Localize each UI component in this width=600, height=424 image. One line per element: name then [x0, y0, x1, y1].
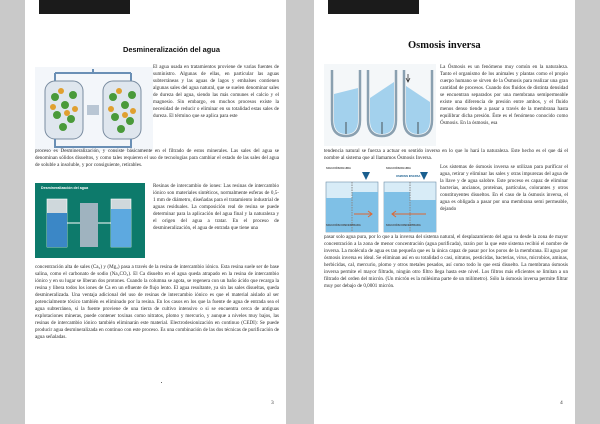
- diagram-label: SOLUCIÓN CONCENTRADA: [326, 224, 361, 227]
- right-page: [314, 0, 575, 424]
- paragraph-3: Los sistemas de ósmosis inversa se utilizan para purificar el agua, retirar y eliminar las sales y otras impurezas del agua de la llave y de agua salobre. Este proceso es capaz de eliminar bacterias, ancianos, proteínas, partículas, colorantes y otros constituyentes disueltos. En el caso de la ósmosis inversa, el agua es obligada a pasar por una membrana semi permeable, dejando: [440, 164, 568, 212]
- paragraph-1: El agua usada en tratamientos proviene de varias fuentes de suministro. Algunas de ellas, en particular las aguas subterráneas y las aguas de lagos y embalses contienen algunas sales del agua natural, que se suelen denominar sales de dureza del agua, siendo las más comunes el calcio y el magnesio. Sin embargo, en muchos procesos existe la necesidad de reducir o eliminar en su totalidad estas sales de dureza. El término que se aplica para este: [153, 64, 279, 119]
- paragraph-2: tendencia natural se fuerza a actuar en sentido inverso en lo que lo hará la naturaleza. Este hecho es el que dá el nombre al sistema que al llamamos Ósmosis Inversa.: [324, 148, 568, 161]
- figure-caption: Desmineralización del agua: [41, 186, 89, 190]
- osmosis-tubes-figure: [324, 64, 436, 146]
- diagram-label: SOLUCIÓN DILUIDA: [326, 167, 351, 170]
- page-title: Osmosis inversa: [408, 40, 481, 51]
- paragraph-4: concentración alta de sales (Ca₂) y (Mg₂) pasa a través de la resina de intercambio iónico. Esta resina suele ser de base salina, como el carbonato de sodio (Na₂CO₃). El Ca disuelto en el agua queda atrapado en la resina de intercambio iónico y en su lugar se liberan dos protones. Cuando la columna se agota, se regenera con un baño ácido que recarga la resina y libera todos los iones de Ca en un efluente de flujo lento. El agua resultante, ya sin las sales disueltas, queda desmineralizada. Una ventaja adicional del uso de resinas de intercambio iónico es que el material aislado al ser potencialmente tóxico también es eliminado por la resina. En los casos en los que la fuente de agua de entrada sea el agua subterránea, si la fuente proviene de una tierra de cultivo intensivo o si se encuentra cerca de antiguas explotaciones mineras, puede contener toxinas como nitratos, plomo y mercurio, y aunque a niveles muy bajos, las resinas de intercambio iónico también eliminarán este material. Electrodesionización en continuo (CEDI): Se puede producir agua desmineralizada en continuo con este proceso. Es una combinación de las dos técnicas de purificación de agua señaladas.: [35, 264, 279, 340]
- page-number: 4: [560, 400, 563, 406]
- diagram-label: SOLUCIÓN DILUIDA: [386, 167, 411, 170]
- diagram-label: SOLUCIÓN CONCENTRADA: [386, 224, 421, 227]
- paragraph-4: pasar solo agua pura, por lo que a la inversa del sistema natural, el desplazamiento del agua va desde la zona de mayor concentración a la zona de menor concentración (agua purificada), razón por la que este sistema recibió el nombre de inversa. La molécula de agua es tan pequeña que es la única capaz de pasar por los poros de la membrana. El agua por ósmosis inversa es ideal. Se eliminan así en su totalidad o casi, nitratos, pesticidas, bacterias, virus, microbios, aminas, herbicidas, cal, mercurio, plomo y otros metales pesados, así como todo lo que está disuelto. La membrana ósmosis inversa permite el mayor filtrado, ningún otro filtro llega hasta este nivel. Los filtros más eficientes se limitan a un filtrado del orden del micrón. (Un micrón es la milésima parte de un milímetro). Sólo la ósmosis inversa permite filtrar muy por debajo de 0,0001 micrón.: [324, 234, 568, 289]
- page-number: 3: [271, 400, 274, 406]
- reverse-osmosis-diagram: [324, 164, 438, 234]
- dot-mark: [161, 382, 162, 383]
- ion-exchange-figure: [35, 67, 153, 151]
- header-tab: [39, 0, 130, 14]
- diagram-sublabel: OSMOSIS INVERSA: [396, 175, 421, 178]
- header-tab: [328, 0, 419, 14]
- page-title: Desmineralización del agua: [123, 45, 220, 54]
- left-page: [25, 0, 286, 424]
- paragraph-2: proceso es Desmineralización, y consiste básicamente en el filtrado de estos minerales. Las sales del agua se denominan sólidos disueltos, y como tales requieren el uso de tecnologías para cambiar el estado de las sales del agua de soluble a insoluble, y por consiguiente, retirables.: [35, 148, 279, 168]
- paragraph-3: Resinas de intercambio de iones: Las resinas de intercambio iónico son materiales sintéticos, normalmente esferas de 0,5-1 mm de diámetro, diseñadas para el tratamiento industrial de aguas residuales. La composición real de resina se puede determinar para la aplicación del agua final y la naturaleza y el origen del agua a tratar. En el proceso de desmineralización, el agua de entrada que tiene una: [153, 183, 279, 231]
- paragraph-1: La Ósmosis es un fenómeno muy común en la naturaleza. Tanto el organismo de los animales y plantas como el propio cuerpo humano se sirven de la Ósmosis para realizar una gran cantidad de procesos. Cuando dos fluidos de distinta densidad se encuentran separados por una membrana semipermeable existe una diferencia de presión entre ambos, y el fluido menos denso tiende a pasar a través de la membrana hasta equilibrar dicha presión. Éste es el fenómeno conocido como Ósmosis. En la ósmosis, esa: [440, 64, 568, 126]
- demineralization-figure: [35, 183, 145, 258]
